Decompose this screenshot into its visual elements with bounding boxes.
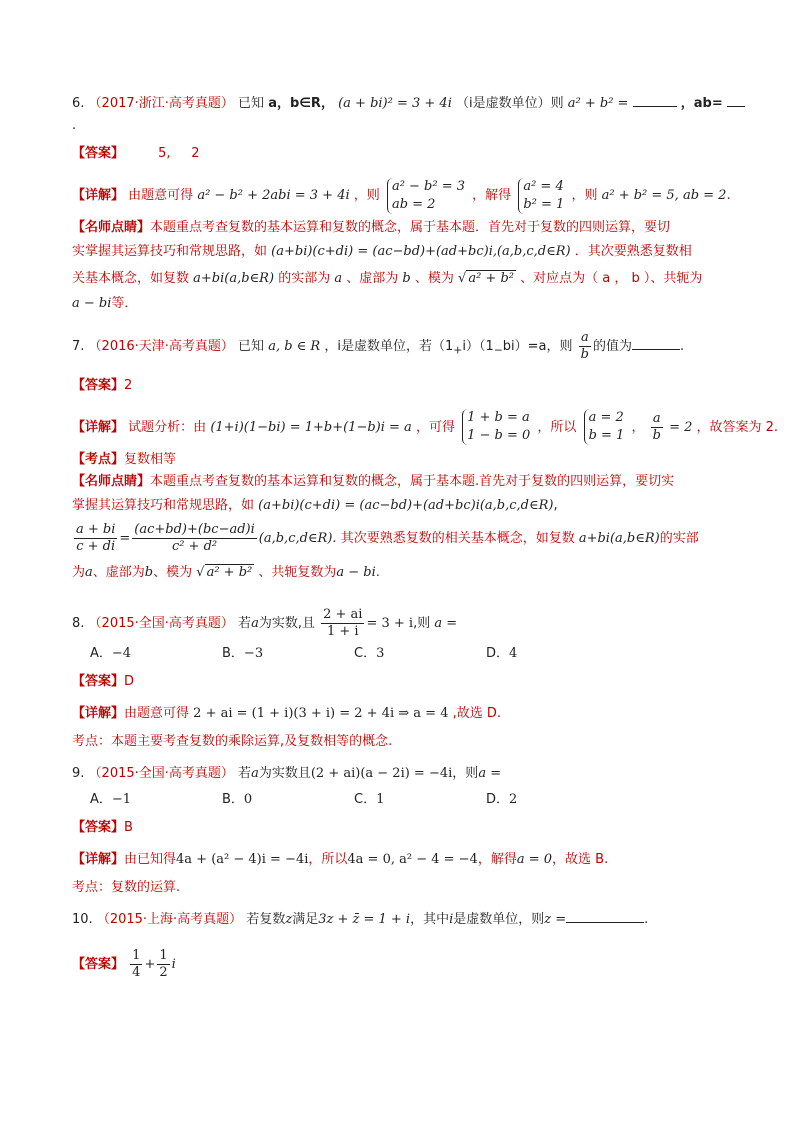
detail-label: 【详解】 <box>72 419 125 435</box>
tip-line: 【名师点睛】本题重点考查复数的基本运算和复数的概念，属于基本题．首先对于复数的四则运算，要切 <box>72 220 671 235</box>
answer-value: D <box>124 673 135 689</box>
answer-label: 【答案】 <box>72 146 125 161</box>
tip-label: 【名师点睛】 <box>72 220 151 235</box>
detail-label: 【详解】 <box>72 851 125 867</box>
answer-label: 【答案】 <box>72 819 125 835</box>
question-number: 9. <box>72 765 85 781</box>
answer-label: 【答案】 <box>72 673 125 689</box>
question-number: 6. <box>72 96 85 111</box>
equation: (a + bi)² = 3 + 4i <box>338 96 452 111</box>
equation-system: a = 2 b = 1 <box>584 409 625 445</box>
detail-label: 【详解】 <box>72 188 125 203</box>
equation-system: a² − b² = 3 ab = 2 <box>387 178 465 214</box>
question-number: 8. <box>72 615 85 631</box>
detail-line: 【详解】 试题分析：由 (1+i)(1−bi) = 1+b+(1−b)i = a ，可得 1 + b = a 1 − b = 0 ，所以 a = 2 b = 1 ， $\frac{a}{b}$ = 2 ，故答案为 2. <box>72 410 779 444</box>
options-row <box>90 789 732 811</box>
answer-blank <box>566 908 644 923</box>
fraction: $\frac{a + bi}{c + di}$ <box>76 521 116 554</box>
fraction: $\frac{1}{2}$ <box>159 947 168 980</box>
tip-line: 【名师点睛】本题重点考查复数的基本运算和复数的概念，属于基本题.首先对于复数的四则运算，要切实 <box>72 473 675 489</box>
answer-value: 2 <box>124 377 133 393</box>
question-10-stem: 10. （2015·上海·高考真题） 若复数z满足3z + z̄ = 1 + i，其中i是虚数单位，则z = . <box>72 905 732 935</box>
question-source: （2015·上海·高考真题） <box>96 911 243 927</box>
sqrt-expression: √ a² + b² <box>196 564 253 580</box>
option-a[interactable]: A．−4 <box>90 645 132 661</box>
answer-line <box>72 817 732 839</box>
answer-label: 【答案】 <box>72 956 125 972</box>
fraction: $\frac{(ac+bd)+(bc-ad)i}{\text{c² + d²}}$ <box>134 521 255 554</box>
option-b[interactable]: B．0 <box>222 791 253 807</box>
options-row <box>90 643 732 665</box>
answer-line <box>72 671 732 693</box>
answer-blank <box>633 92 677 107</box>
question-number: 10. <box>72 911 93 927</box>
sqrt-expression: √ a² + b² <box>458 271 514 286</box>
keypoint-line: 考点：复数的运算. <box>72 879 181 895</box>
question-source: （2015·全国·高考真题） <box>88 765 234 781</box>
keypoint-line: 【考点】复数相等 <box>72 451 177 467</box>
answer-label: 【答案】 <box>72 377 125 393</box>
keypoint-line: 考点：本题主要考查复数的乘除运算,及复数相等的概念. <box>72 733 393 749</box>
option-d[interactable]: D．2 <box>486 791 518 807</box>
option-d[interactable]: D．4 <box>486 645 518 661</box>
detail-line: 【详解】由已知得4a + (a² − 4)i = −4i，所以4a = 0, a² − 4 = −4，解得a = 0，故选 B. <box>72 851 609 867</box>
question-source: （2015·全国·高考真题） <box>88 615 234 631</box>
question-7-stem: 7. （2016·天津·高考真题） 已知 a, b ∈ R ，i是虚数单位，若$(1_+i)(1_-bi)=a$，则 $\frac{a}{b}$ 的值为 . <box>72 330 685 362</box>
question-source: （2016·天津·高考真题） <box>88 339 234 354</box>
fraction: $\frac{a}{b}$ <box>580 330 589 362</box>
question-number: 7. <box>72 339 85 354</box>
detail-line: 【详解】由题意可得 2 + ai = (1 + i)(3 + i) = 2 + 4i ⇒ a = 4 ,故选 D. <box>72 705 502 721</box>
option-b[interactable]: B．−3 <box>222 645 264 661</box>
fraction: $\frac{1}{4}$ <box>132 947 141 980</box>
option-c[interactable]: C．3 <box>354 645 385 661</box>
answer-blank <box>727 92 745 107</box>
option-c[interactable]: C．1 <box>354 791 385 807</box>
answer-value: B <box>124 819 133 835</box>
question-8-stem: 8. （2015·全国·高考真题） 若a为实数,且 $\frac{2 + ai}{1 + i}$ = 3 + i,则 a = <box>72 606 458 639</box>
equation-system: 1 + b = a 1 − b = 0 <box>462 409 530 445</box>
detail-label: 【详解】 <box>72 705 125 721</box>
question-source: （2017·浙江·高考真题） <box>88 96 234 111</box>
question-9-stem: 9. （2015·全国·高考真题） 若a为实数且(2 + ai)(a − 2i) = −4i，则a = <box>72 765 502 781</box>
answer-line <box>72 375 732 397</box>
answer-value: 5, 2 <box>158 146 200 161</box>
fraction: $\frac{a}{b}$ <box>652 410 661 443</box>
option-a[interactable]: A．−1 <box>90 791 132 807</box>
detail-line: 【详解】 由题意可得 a² − b² + 2abi = 3 + 4i ，则 a² − b² = 3 ab = 2 ，解得 a² = 4 b² = 1 ，则 a² + b² = 5, ab = 2. <box>72 178 731 212</box>
answer-line: 【答案】 $\frac{1}{4}$ + $\frac{1}{2}$ i <box>72 947 176 980</box>
equation-system: a² = 4 b² = 1 <box>518 178 564 214</box>
document-page: 6. （2017·浙江·高考真题） 已知 a，b∈R， (a + bi)² = 3 + 4i （i是虚数单位）则 a² + b² = ，ab= . 【答案】 5, 2 【详解】 由题意可得 a² − b² + 2abi = 3 + 4i ，则 a² − b² = 3 ab = 2 ，解得 a² = 4 b² = 1 ，则 a² + b² = 5, ab = 2. 【名师点睛】本题重点考查复数的基本运算和复数的概念，属于基本题．首先对于复数的四则运算，要切 实掌握其运算技巧和常规思路，如 (a+bi)(c+di) = (ac−bd)+(ad+bc)i,(a,b,c,d∈R) ．其次要熟悉复数相 关基本概念，如复数 a+bi(a,b∈R) 的实部为 a 、虚部为 b 、模为 √ a² + b² 、对应点为（ a ， b ）、共轭为 a − bi等． 7. （2016·天津·高考真题） 已知 a, b ∈ R ，i是虚数单位，若$(1_+i)(1_-bi)=a$，则 $\frac{a}{b}$ 的值为 . 【答案】2 【详解】 试题分析：由 (1+i)(1−bi) = 1+b+(1−b)i = a ，可得 1 + b = a 1 − b = 0 ，所以 a = 2 b = 1 ， $\frac{a}{b}$ = 2 ，故答案为 2. 【考点】复数相等 【名师点睛】本题重点考查复数的基本运算和复数的概念，属于基本题.首先对于复数的四则运算，要切实 掌握其运算技巧和常规思路，如 (a+bi)(c+di) = (ac−bd)+(ad+bc)i(a,b,c,d∈R), $\frac{a + bi}{c + di}$ = $\frac{(ac+bd)+(bc-ad)i}{\text{c² + d²}}$ (a,b,c,d∈R). 其次要熟悉复数的相关基本概念，如复数 a+bi(a,b∈R)的实部 为a、虚部为b、模为 √ a² + b² 、共轭复数为a − bi. 8. （2015·全国·高考真题） 若a为实数,且 $\frac{2 + ai}{1 + i}$ = 3 + i,则 a = A．−4 B．−3 C．3 D．4 【答案】D 【详解】由题意可得 2 + ai = (1 + i)(3 + i) = 2 + 4i ⇒ a = 4 ,故选 D. 考点：本题主要考查复数的乘除运算,及复数相等的概念. 9. （2015·全国·高考真题） 若a为实数且(2 + ai)(a − 2i) = −4i，则a = A．−1 B．0 C．1 D．2 【答案】B 【详解】由已知得4a + (a² − 4)i = −4i，所以4a = 0, a² − 4 = −4，解得a = 0，故选 B. 考点：复数的运算. 10. （2015·上海·高考真题） 若复数z满足3z + z̄ = 1 + i，其中i是虚数单位，则z = . 【答案】 $\frac{1}{4}$ + $\frac{1}{2}$ i <box>72 92 732 985</box>
answer-blank <box>632 335 680 350</box>
answer-line <box>72 143 732 165</box>
fraction: $\frac{2 + ai}{1 + i}$ <box>323 606 363 639</box>
tip-label: 【名师点睛】 <box>72 473 151 489</box>
question-6-stem: 6. （2017·浙江·高考真题） 已知 a，b∈R， (a + bi)² = 3 + 4i （i是虚数单位）则 a² + b² = ，ab= <box>72 92 732 115</box>
